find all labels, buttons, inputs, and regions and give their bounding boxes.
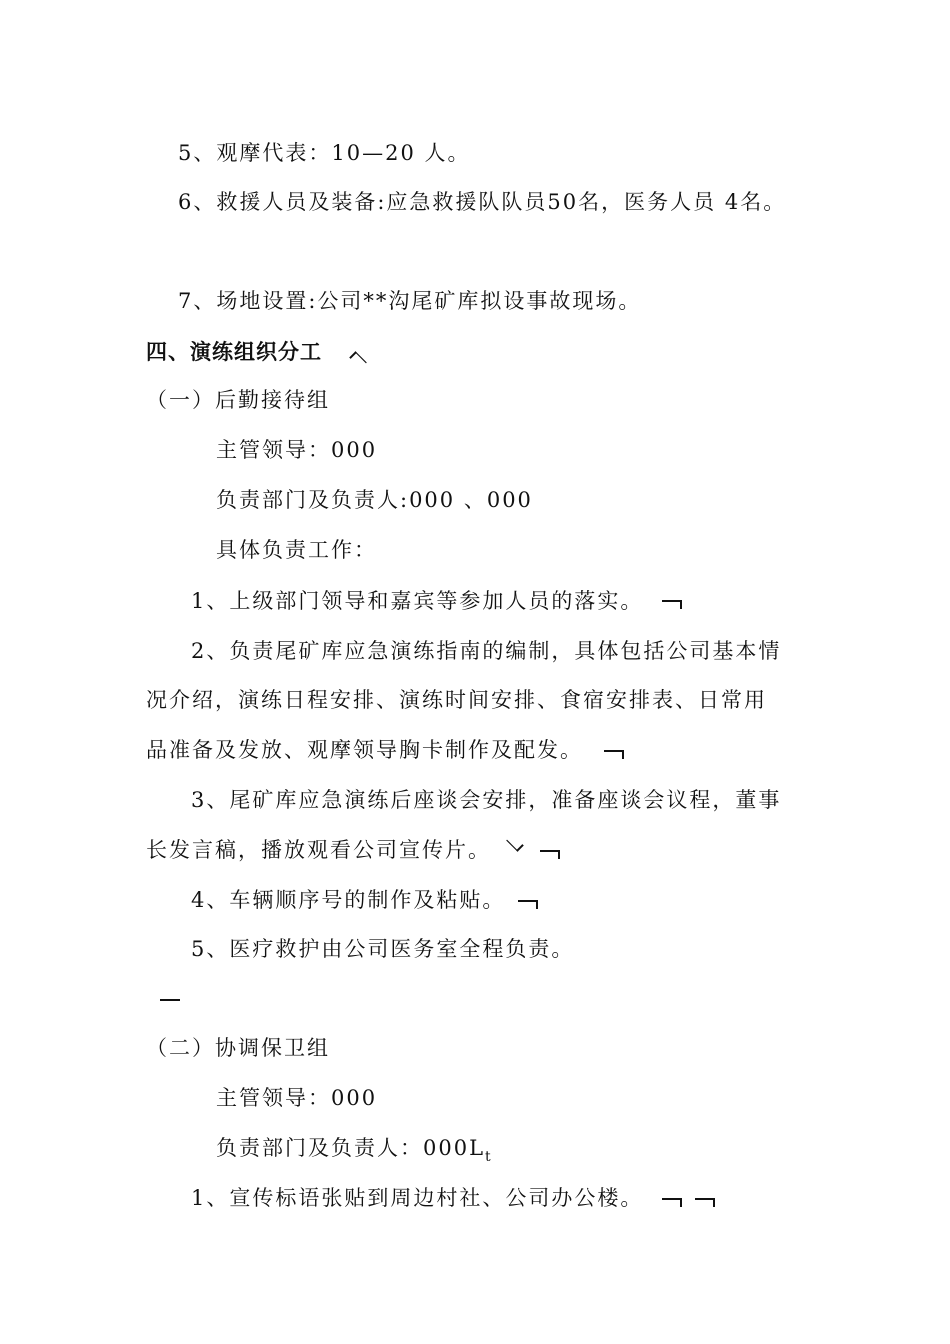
text-line-subscript: t [485,1149,491,1165]
dash-mark-icon [160,999,180,1001]
text-line: 4、车辆顺序号的制作及粘贴。 [191,888,506,912]
text-line: 1、上级部门领导和嘉宾等参加人员的落实。 [191,589,644,613]
corner-mark-icon [695,1198,715,1207]
text-line: 长发言稿，播放观看公司宣传片。 [146,838,491,862]
text-line: 主管领导：000 [216,1086,378,1110]
corner-mark-icon [662,1198,682,1207]
corner-mark-icon [518,900,538,909]
section-heading: 四、演练组织分工 [146,340,322,364]
subsection-heading: （二）协调保卫组 [146,1036,330,1060]
text-line: 品准备及发放、观摩领导胸卡制作及配发。 [146,738,583,762]
text-line: 5、观摩代表：10—20 人。 [178,141,471,165]
caret-mark-icon [349,351,367,369]
text-line: 况介绍，演练日程安排、演练时间安排、食宿安排表、日常用 [146,688,767,712]
subsection-heading: （一）后勤接待组 [146,388,330,412]
text-line: 5、医疗救护由公司医务室全程负责。 [191,937,575,961]
corner-mark-icon [604,750,624,759]
corner-mark-icon [662,600,682,609]
corner-mark-icon [540,850,560,859]
text-line: 7、场地设置:公司**沟尾矿库拟设事故现场。 [178,289,642,313]
text-line: 负责部门及负责人:000 、000 [216,488,533,512]
text-line: 具体负责工作： [216,538,377,562]
text-line: 3、尾矿库应急演练后座谈会安排，准备座谈会议程，董事 [191,788,782,812]
vee-mark-icon [506,834,524,852]
text-line: 1、宣传标语张贴到周边村社、公司办公楼。 [191,1186,644,1210]
text-line: 主管领导：000 [216,438,378,462]
text-line-main: 负责部门及负责人：000L [216,1136,486,1160]
text-line: 6、救援人员及装备:应急救援队队员50名，医务人员 4名。 [178,190,787,214]
text-line [216,1133,491,1172]
text-line: 2、负责尾矿库应急演练指南的编制，具体包括公司基本情 [191,639,782,663]
